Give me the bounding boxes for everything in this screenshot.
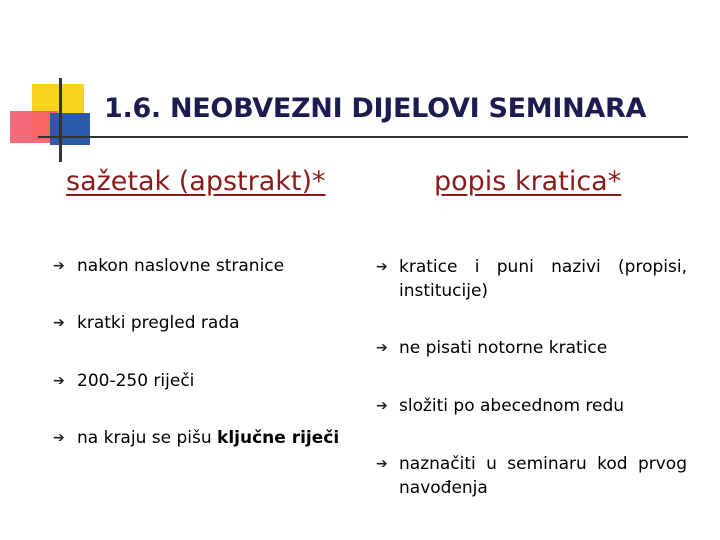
list-item-line: institucije) (399, 281, 489, 301)
decor-horizontal-line (38, 136, 688, 138)
list-item: kratki pregled rada (77, 313, 240, 333)
decor-blue-square (50, 113, 90, 145)
decor-vertical-line (59, 78, 62, 162)
list-item: složiti po abecednom redu (399, 396, 625, 416)
list-item (399, 452, 687, 500)
keywords-bold: ključne riječi (217, 428, 340, 448)
list-item-line: navođenja (399, 478, 488, 498)
arrow-right-icon: ➔ (376, 398, 388, 414)
list-item-line: naznačiti u seminaru kod prvog (399, 454, 687, 474)
arrow-right-icon: ➔ (53, 430, 65, 446)
list-item-line: kratice i puni nazivi (propisi, (399, 257, 687, 277)
list-item: ne pisati notorne kratice (399, 338, 608, 358)
arrow-right-icon: ➔ (376, 340, 388, 356)
arrow-right-icon: ➔ (53, 315, 65, 331)
arrow-right-icon: ➔ (376, 259, 388, 275)
list-item (399, 255, 687, 303)
list-item (77, 426, 377, 450)
arrow-right-icon: ➔ (53, 373, 65, 389)
arrow-right-icon: ➔ (53, 258, 65, 274)
left-column-heading: sažetak (apstrakt)* (66, 166, 326, 197)
list-item: 200-250 riječi (77, 371, 195, 391)
list-item-prefix: na kraju se pišu (77, 428, 218, 448)
arrow-right-icon: ➔ (376, 456, 388, 472)
list-item: nakon naslovne stranice (77, 256, 285, 276)
slide-title: 1.6. NEOBVEZNI DIJELOVI SEMINARA (104, 93, 647, 124)
right-column-heading: popis kratica* (434, 166, 622, 197)
